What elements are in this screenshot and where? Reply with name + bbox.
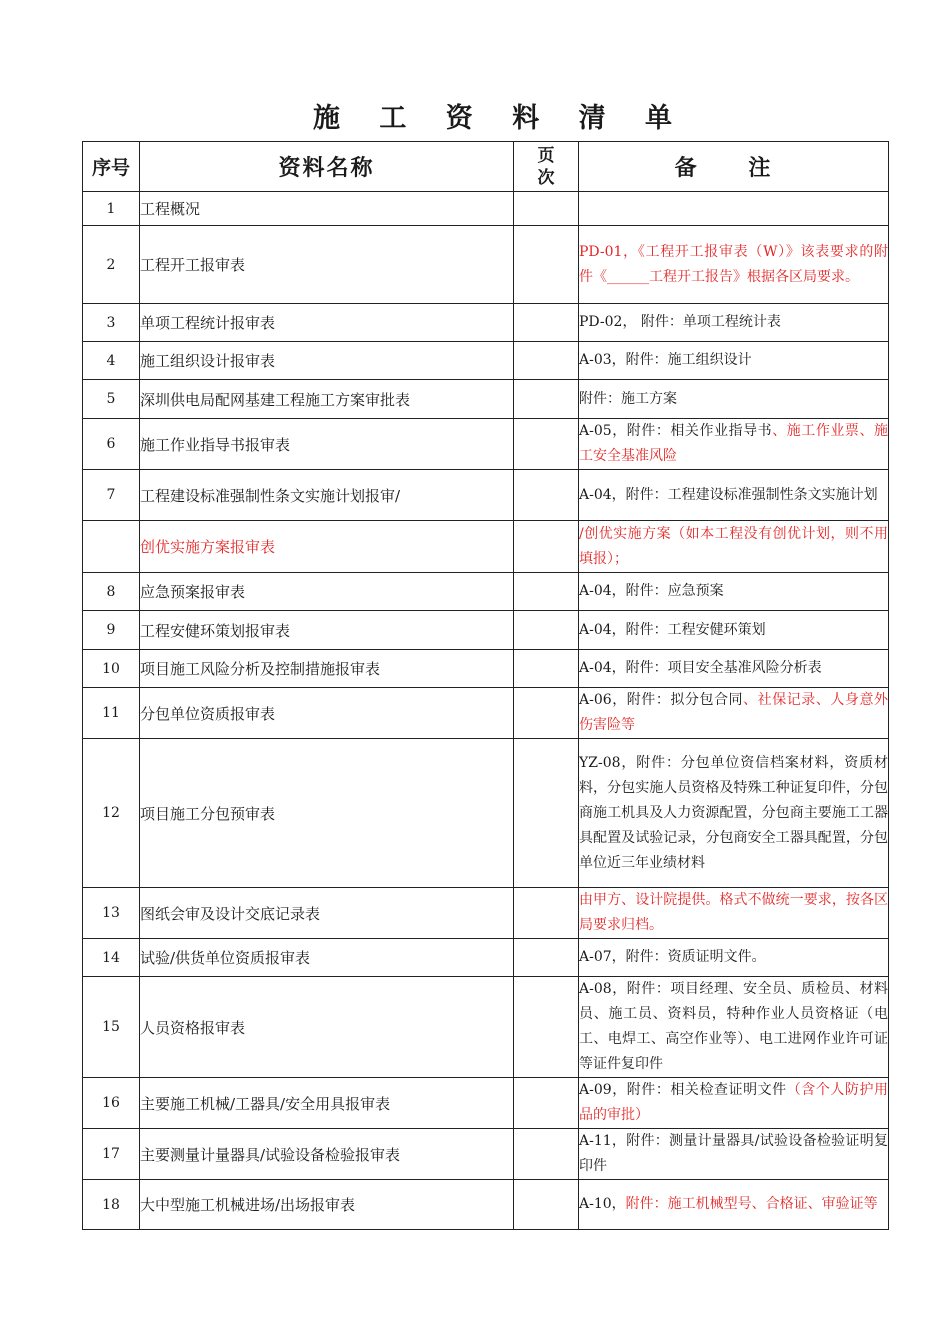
row-page <box>514 419 579 470</box>
remark-segment: 该表要求的附件《______工程开工报告》 <box>579 243 889 285</box>
row-page <box>514 521 579 573</box>
row-seq: 17 <box>83 1129 140 1180</box>
table-row <box>83 650 889 688</box>
remark-segment: A-11，附件：测量计量器具/试验设备检验证明复印件 <box>579 1133 888 1174</box>
row-page <box>514 226 579 304</box>
row-page <box>514 1129 579 1180</box>
row-remark <box>579 688 889 739</box>
remark-segment: 由甲方、设计院提供。格式不做统一要求，按各区局要求归档。 <box>579 892 888 933</box>
row-page <box>514 304 579 342</box>
remark-segment: 附件：施工机械型号、合格证、审验证等 <box>625 1196 878 1212</box>
row-name: 项目施工风险分析及控制措施报审表 <box>140 650 514 688</box>
row-name: 施工组织设计报审表 <box>140 342 514 380</box>
document-title: 施 工 资 料 清 单 <box>313 103 687 134</box>
row-seq: 5 <box>83 380 140 419</box>
row-page <box>514 650 579 688</box>
row-remark <box>579 573 889 611</box>
header-page <box>514 142 579 192</box>
row-seq: 12 <box>83 739 140 888</box>
table-row <box>83 521 889 573</box>
row-name: 单项工程统计报审表 <box>140 304 514 342</box>
row-remark <box>579 304 889 342</box>
remark-segment: A-08，附件：项目经理、安全员、质检员、材料员、施工员、资料员，特种作业人员资格证（电工、电焊工、高空作业等）、电工进网作业许可证等证件复印件 <box>579 981 888 1072</box>
table-row <box>83 1129 889 1180</box>
header-name: 资料名称 <box>140 142 514 192</box>
remark-segment: A-10， <box>579 1196 626 1212</box>
row-remark <box>579 1180 889 1230</box>
row-remark <box>579 1129 889 1180</box>
header-seq: 序号 <box>83 142 140 192</box>
table-row <box>83 470 889 521</box>
remark-segment: A-04，附件：应急预案 <box>579 583 724 599</box>
row-page <box>514 977 579 1078</box>
row-seq: 4 <box>83 342 140 380</box>
row-page <box>514 192 579 226</box>
table-row <box>83 380 889 419</box>
remark-segment: 、施工作业票、施工安全基准风险 <box>579 423 888 464</box>
table-row <box>83 342 889 380</box>
remark-segment: 附件：施工方案 <box>579 390 677 407</box>
row-remark <box>579 939 889 977</box>
row-name: 大中型施工机械进场/出场报审表 <box>140 1180 514 1230</box>
row-remark <box>579 650 889 688</box>
remark-segment: A-04，附件：工程建设标准强制性条文实施计划 <box>579 486 878 503</box>
row-seq: 7 <box>83 470 140 521</box>
row-seq <box>83 521 140 573</box>
row-page <box>514 573 579 611</box>
remark-segment: A-05，附件：相关作业指导书 <box>579 423 773 439</box>
row-page <box>514 1078 579 1129</box>
table-row <box>83 419 889 470</box>
row-seq: 11 <box>83 688 140 739</box>
header-page-line-1: 页 <box>537 145 555 166</box>
row-name: 人员资格报审表 <box>140 977 514 1078</box>
row-name: 主要测量计量器具/试验设备检验报审表 <box>140 1129 514 1180</box>
row-remark <box>579 470 889 521</box>
row-page <box>514 739 579 888</box>
row-name: 图纸会审及设计交底记录表 <box>140 888 514 939</box>
row-seq: 10 <box>83 650 140 688</box>
row-name: 工程概况 <box>140 192 514 226</box>
remark-segment: A-03，附件：施工组织设计 <box>579 352 752 368</box>
row-page <box>514 1180 579 1230</box>
remark-segment: 、社保记录、人身意外伤害险等 <box>579 692 889 733</box>
row-name: 工程建设标准强制性条文实施计划报审/ <box>140 470 514 521</box>
remark-segment: PD-02， 附件：单项工程统计表 <box>579 314 781 330</box>
row-name: 试验/供货单位资质报审表 <box>140 939 514 977</box>
row-remark <box>579 1078 889 1129</box>
row-page <box>514 380 579 419</box>
row-seq: 3 <box>83 304 140 342</box>
row-name: 工程安健环策划报审表 <box>140 611 514 650</box>
row-remark <box>579 192 889 226</box>
table-row <box>83 888 889 939</box>
row-remark <box>579 380 889 419</box>
remark-segment: A-07，附件：资质证明文件。 <box>579 949 766 965</box>
table-body <box>83 192 889 1230</box>
row-name: 创优实施方案报审表 <box>140 521 514 573</box>
row-page <box>514 342 579 380</box>
table-row <box>83 939 889 977</box>
row-remark <box>579 977 889 1078</box>
row-seq: 1 <box>83 192 140 226</box>
row-remark <box>579 739 889 888</box>
remark-segment: YZ-08，附件：分包单位资信档案材料，资质材料，分包实施人员资格及特殊工种证复印件，分包商施工机具及人力资源配置，分包商主要施工工器具配置及试验记录，分包商安全工器具配置，分包单位近三年业绩材料 <box>579 754 888 871</box>
table-row <box>83 1180 889 1230</box>
row-seq: 2 <box>83 226 140 304</box>
table-row <box>83 1078 889 1129</box>
row-remark <box>579 226 889 304</box>
row-page <box>514 688 579 739</box>
remark-segment: A-09，附件：相关检查证明文件 <box>579 1082 787 1098</box>
row-page <box>514 888 579 939</box>
material-list-table <box>82 141 889 1230</box>
header-page-line-2: 次 <box>537 167 555 188</box>
row-seq: 18 <box>83 1180 140 1230</box>
table-header-row <box>83 142 889 192</box>
row-remark <box>579 342 889 380</box>
table-row <box>83 226 889 304</box>
row-page <box>514 470 579 521</box>
remark-segment: A-04，附件：项目安全基准风险分析表 <box>579 660 822 676</box>
row-seq: 9 <box>83 611 140 650</box>
row-seq: 15 <box>83 977 140 1078</box>
row-seq: 13 <box>83 888 140 939</box>
table-row <box>83 739 889 888</box>
table-row <box>83 192 889 226</box>
row-name: 主要施工机械/工器具/安全用具报审表 <box>140 1078 514 1129</box>
row-page <box>514 611 579 650</box>
row-seq: 8 <box>83 573 140 611</box>
row-name: 应急预案报审表 <box>140 573 514 611</box>
row-seq: 16 <box>83 1078 140 1129</box>
row-name: 分包单位资质报审表 <box>140 688 514 739</box>
row-name: 工程开工报审表 <box>140 226 514 304</box>
row-remark <box>579 521 889 573</box>
row-seq: 14 <box>83 939 140 977</box>
table-row <box>83 688 889 739</box>
row-name: 深圳供电局配网基建工程施工方案审批表 <box>140 380 514 419</box>
remark-segment: 根据各区局要求。 <box>747 268 859 285</box>
remark-segment: （含个人防护用品的审批） <box>579 1082 889 1123</box>
row-remark <box>579 611 889 650</box>
remark-segment: A-06，附件：拟分包合同 <box>579 692 744 708</box>
remark-segment: /创优实施方案（如本工程没有创优计划，则不用填报）； <box>579 525 888 567</box>
row-seq: 6 <box>83 419 140 470</box>
header-remark: 备 注 <box>579 142 889 192</box>
row-name: 施工作业指导书报审表 <box>140 419 514 470</box>
row-remark <box>579 888 889 939</box>
table-row <box>83 304 889 342</box>
row-name: 项目施工分包预审表 <box>140 739 514 888</box>
table-row <box>83 611 889 650</box>
remark-segment: A-04，附件：工程安健环策划 <box>579 621 766 638</box>
table-row <box>83 977 889 1078</box>
row-remark <box>579 419 889 470</box>
row-page <box>514 939 579 977</box>
table-row <box>83 573 889 611</box>
remark-segment: PD-01，《工程开工报审表（W）》 <box>579 243 801 260</box>
